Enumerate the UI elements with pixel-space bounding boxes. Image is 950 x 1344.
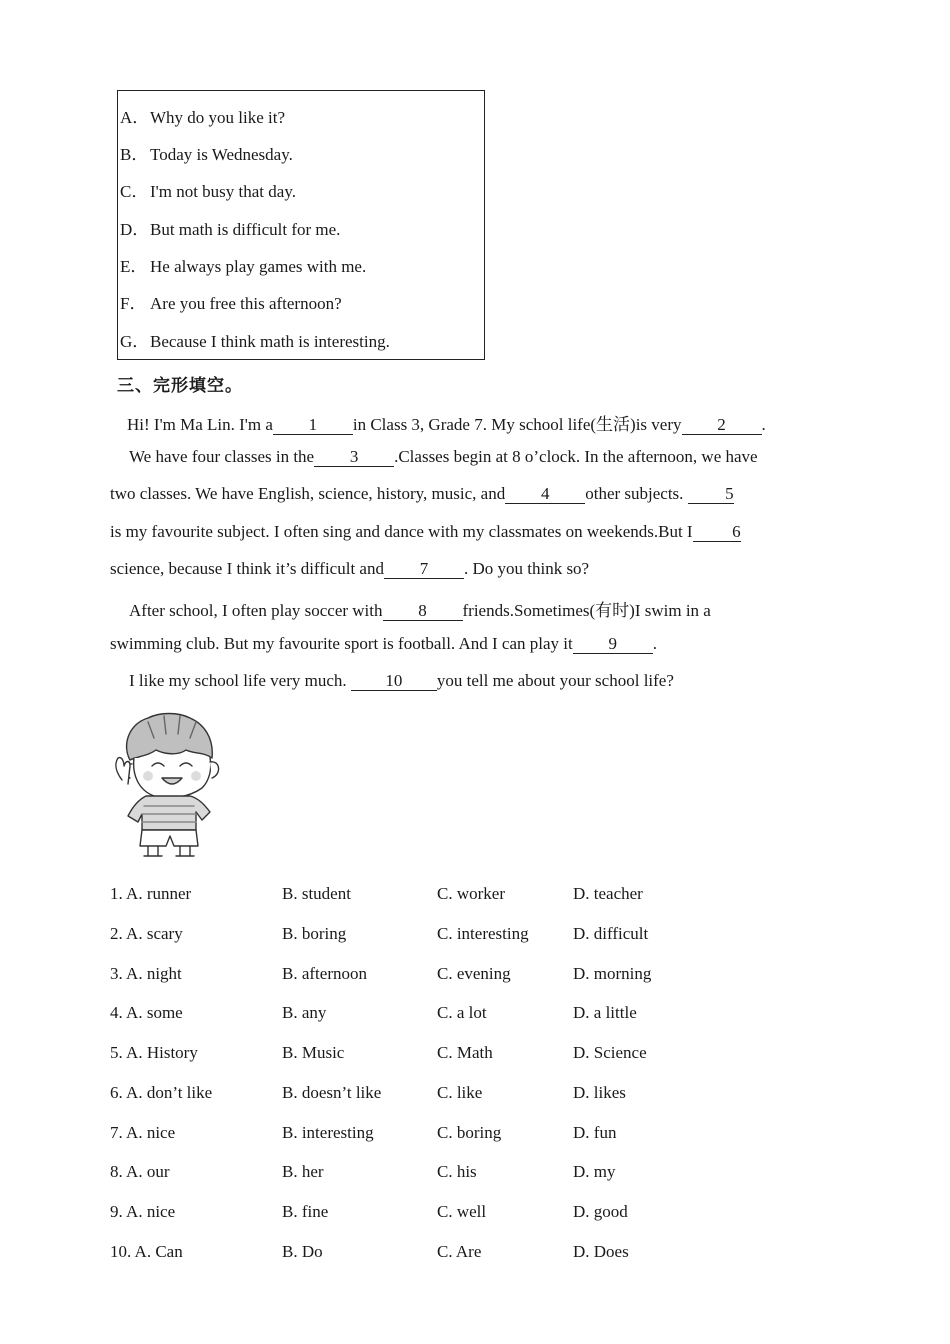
question-9-c[interactable]: C. well [437, 1202, 487, 1221]
question-2-c[interactable]: C. interesting [437, 924, 529, 943]
question-7-b[interactable]: B. interesting [282, 1123, 374, 1142]
question-2-a[interactable]: 2. A. scary [110, 924, 183, 943]
question-8-c[interactable]: C. his [437, 1162, 477, 1181]
passage-line-4: is my favourite subject. I often sing and dance with my classmates on weekends.But I 6 [110, 522, 741, 541]
question-8-d[interactable]: D. my [573, 1162, 616, 1181]
question-3-a[interactable]: 3. A. night [110, 964, 182, 983]
question-1-c[interactable]: C. worker [437, 884, 505, 903]
question-5-c[interactable]: C. Math [437, 1043, 493, 1062]
blank-4[interactable]: 4 [505, 485, 585, 504]
question-8-a[interactable]: 8. A. our [110, 1162, 170, 1181]
question-4-a[interactable]: 4. A. some [110, 1003, 183, 1022]
question-7-c[interactable]: C. boring [437, 1123, 502, 1142]
question-6-a[interactable]: 6. A. don’t like [110, 1083, 213, 1102]
question-5-b[interactable]: B. Music [282, 1043, 345, 1062]
cartoon-boy-illustration [108, 708, 232, 860]
blank-8[interactable]: 8 [383, 602, 463, 621]
question-9-d[interactable]: D. good [573, 1202, 628, 1221]
question-10-c[interactable]: C. Are [437, 1242, 482, 1261]
passage-line-7: swimming club. But my favourite sport is football. And I can play it 9 . [110, 634, 657, 653]
passage-line-8: I like my school life very much. 10 you tell me about your school life? [129, 671, 674, 690]
option-a: A．Why do you like it? [120, 108, 286, 127]
question-6-d[interactable]: D. likes [573, 1083, 626, 1102]
question-6-b[interactable]: B. doesn’t like [282, 1083, 382, 1102]
question-7-a[interactable]: 7. A. nice [110, 1123, 176, 1142]
option-c: C．I'm not busy that day. [120, 182, 296, 201]
question-1-a[interactable]: 1. A. runner [110, 884, 192, 903]
question-3-c[interactable]: C. evening [437, 964, 511, 983]
passage-line-5: science, because I think it’s difficult and 7 . Do you think so? [110, 559, 590, 578]
question-4-b[interactable]: B. any [282, 1003, 327, 1022]
question-1-b[interactable]: B. student [282, 884, 351, 903]
blank-7[interactable]: 7 [384, 560, 464, 579]
question-5-d[interactable]: D. Science [573, 1043, 647, 1062]
options-box [117, 90, 485, 360]
section-title: 三、完形填空。 [117, 376, 243, 396]
question-9-b[interactable]: B. fine [282, 1202, 329, 1221]
passage-line-6: After school, I often play soccer with 8 friends.Sometimes(有时)I swim in a [129, 601, 711, 620]
question-10-b[interactable]: B. Do [282, 1242, 323, 1261]
question-9-a[interactable]: 9. A. nice [110, 1202, 176, 1221]
option-g: G．Because I think math is interesting. [120, 332, 390, 351]
question-10-a[interactable]: 10. A. Can [110, 1242, 183, 1261]
option-f: F． Are you free this afternoon? [120, 294, 342, 313]
blank-6[interactable]: 6 [693, 523, 741, 542]
question-1-d[interactable]: D. teacher [573, 884, 643, 903]
passage-line-3: two classes. We have English, science, history, music, and 4 other subjects. 5 [110, 484, 734, 503]
blank-5[interactable]: 5 [688, 485, 734, 504]
option-b: B．Today is Wednesday. [120, 145, 293, 164]
question-7-d[interactable]: D. fun [573, 1123, 617, 1142]
question-3-d[interactable]: D. morning [573, 964, 652, 983]
blank-1[interactable]: 1 [273, 416, 353, 435]
question-2-d[interactable]: D. difficult [573, 924, 649, 943]
question-4-d[interactable]: D. a little [573, 1003, 637, 1022]
blank-3[interactable]: 3 [314, 448, 394, 467]
question-8-b[interactable]: B. her [282, 1162, 324, 1181]
question-10-d[interactable]: D. Does [573, 1242, 629, 1261]
passage-line-2: We have four classes in the 3 .Classes begin at 8 o’clock. In the afternoon, we have [129, 447, 758, 466]
blank-9[interactable]: 9 [573, 635, 653, 654]
blank-10[interactable]: 10 [351, 672, 437, 691]
blank-2[interactable]: 2 [682, 416, 762, 435]
question-3-b[interactable]: B. afternoon [282, 964, 367, 983]
question-5-a[interactable]: 5. A. History [110, 1043, 198, 1062]
question-2-b[interactable]: B. boring [282, 924, 347, 943]
passage-line-1: Hi! I'm Ma Lin. I'm a 1 in Class 3, Grade 7. My school life(生活)is very 2 . [127, 415, 766, 434]
question-4-c[interactable]: C. a lot [437, 1003, 487, 1022]
option-d: D．But math is difficult for me. [120, 220, 341, 239]
question-6-c[interactable]: C. like [437, 1083, 483, 1102]
option-e: E． He always play games with me. [120, 257, 367, 276]
